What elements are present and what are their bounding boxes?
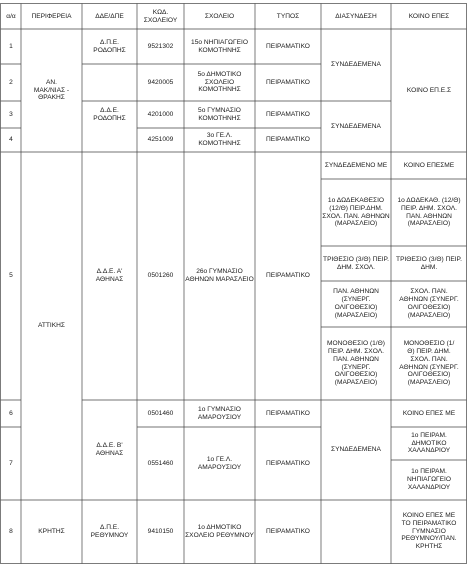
link-rows-1-2: ΣΥΝΔΕΔΕΜΕΝΑ (331, 61, 381, 69)
row-3-school: 5ο ΓΥΜΝΑΣΙΟ ΚΟΜΟΤΗΝΗΣ (198, 106, 241, 122)
header-link: ΔΙΑΣΥΝΔΕΣΗ (335, 12, 377, 20)
link-rows-3-4: ΣΥΝΔΕΔΕΜΕΝΑ (331, 122, 381, 130)
row-5-epes-header: ΚΟΙΝΟ ΕΠΕΣΜΕ (403, 161, 455, 169)
header-school: ΣΧΟΛΕΙΟ (204, 12, 235, 20)
header-school-code: ΚΩΔ. ΣΧΟΛΕΙΟΥ (143, 8, 178, 24)
row-1-aa: 1 (9, 42, 13, 50)
row-5-epes-d: ΜΟΝΟΘΕΣΙΟ (1/ Θ) ΠΕΙΡ. ΔΗΜ. ΣΧΟΛ. ΠΑΝ. ΑΘΗΝΩΝ (ΣΥΝΕΡΓ. ΟΛΙΓΟΘΕΣΙΟ) (ΜΑΡΑΣΛΕΙΟ) (399, 340, 459, 387)
row-2-school: 5ο ΔΗΜΟΤΙΚΟ ΣΧΟΛΕΙΟ ΚΟΜΟΤΗΝΗΣ (197, 70, 242, 94)
row-8-epes: ΚΟΙΝΟ ΕΠΕΣ ΜΕ ΤΟ ΠΕΙΡΑΜΑΤΙΚΟ ΓΥΜΝΑΣΙΟ ΡΕΘΥΜΝΟΥ/ΠΑΝ. ΚΡΗΤΗΣ (401, 512, 457, 551)
row-5-link-b: ΤΡΙΘΕΣΙΟ (3/Θ) ΠΕΙΡ. ΔΗΜ. ΣΧΟΛ. (323, 255, 389, 271)
row-6-aa: 6 (9, 409, 13, 417)
row-1-school: 15ο ΝΗΠΙΑΓΩΓΕΙΟ ΚΟΜΟΤΗΝΗΣ (191, 38, 248, 54)
row-5-link-d: ΜΟΝΟΘΕΣΙΟ (1/Θ) ΠΕΙΡ. ΔΗΜ. ΣΧΟΛ. ΠΑΝ. ΑΘΗΝΩΝ (ΣΥΝΕΡΓ. ΟΛΙΓΟΘΕΣΙΟ) (ΜΑΡΑΣΛΕΙΟ) (327, 340, 385, 387)
region-thrace: ΑΝ. ΜΑΚ/ΝΙΑΣ - ΘΡΑΚΗΣ (33, 78, 70, 102)
row-8-code: 9410150 (147, 527, 174, 535)
region-attica: ΑΤΤΙΚΗΣ (37, 322, 66, 330)
row-1-code: 9521302 (147, 42, 174, 50)
row-7-dde: Δ.Δ.Ε. Β' ΑΘΗΝΑΣ (95, 442, 124, 457)
link-rows-6-7: ΣΥΝΔΕΔΕΜΕΝΑ (331, 446, 381, 454)
header-type: ΤΥΠΟΣ (276, 12, 300, 20)
header-aa: α/α (6, 12, 16, 20)
row-7-epes-a: 1ο ΠΕΙΡΑΜ. ΔΗΜΟΤΙΚΟ ΧΑΛΑΝΔΡΙΟΥ (407, 431, 451, 455)
row-2-code: 9420005 (147, 78, 174, 86)
row-3-type: ΠΕΙΡΑΜΑΤΙΚΟ (266, 110, 310, 118)
row-2-type: ΠΕΙΡΑΜΑΤΙΚΟ (266, 78, 310, 86)
row-1-dde: Δ.Π.Ε. ΡΟΔΟΠΗΣ (93, 38, 126, 54)
row-8-aa: 8 (9, 527, 13, 535)
row-5-epes-b: ΤΡΙΘΕΣΙΟ (3/Θ) ΠΕΙΡ. ΔΗΜ. (396, 255, 462, 271)
row-5-code: 0501260 (147, 272, 174, 280)
row-4-school: 3ο ΓΕ.Λ. ΚΟΜΟΤΗΝΗΣ (198, 132, 241, 147)
epes-rows-1-4: ΚΟΙΝΟ ΕΠ.Ε.Σ (406, 86, 452, 94)
row-4-type: ΠΕΙΡΑΜΑΤΙΚΟ (266, 136, 310, 144)
row-8-school: 1ο ΔΗΜΟΤΙΚΟ ΣΧΟΛΕΙΟ ΡΕΘΥΜΝΟΥ (185, 523, 254, 539)
row-3-code: 4201000 (147, 110, 174, 118)
row-8-dde: Δ.Π.Ε. ΡΕΘΥΜΝΟΥ (90, 523, 129, 539)
row-5-dde: Δ.Δ.Ε. Α' ΑΘΗΝΑΣ (95, 268, 124, 283)
row-5-epes-c: ΣΧΟΛ. ΠΑΝ. ΑΘΗΝΩΝ (ΣΥΝΕΡΓ. ΟΛΙΓΟΘΕΣΙΟ) (ΜΑΡΑΣΛΕΙΟ) (399, 288, 459, 319)
row-1-type: ΠΕΙΡΑΜΑΤΙΚΟ (266, 42, 310, 50)
row-5-link-a: 1ο ΔΩΔΕΚΑΘΕΣΙΟ (12/Θ) ΠΕΙΡ.ΔΗΜ. ΣΧΟΛ. ΠΑΝ. ΑΘΗΝΩΝ (ΜΑΡΑΣΛΕΙΟ) (322, 196, 390, 228)
row-5-epes-a: 1ο ΔΩΔΕΚΑΘ. (12/Θ) ΠΕΙΡ. ΔΗΜ. ΣΧΟΛ. ΠΑΝ. ΑΘΗΝΩΝ (ΜΑΡΑΣΛΕΙΟ) (397, 196, 461, 228)
row-7-school: 1ο ΓΕ.Λ. ΑΜΑΡΟΥΣΙΟΥ (197, 455, 242, 471)
row-7-code: 0551460 (147, 459, 174, 467)
header-common-epes: ΚΟΙΝΟ ΕΠΕΣ (408, 12, 450, 20)
row-6-code: 0501460 (147, 409, 174, 417)
row-3-dde: Δ.Δ.Ε. ΡΟΔΟΠΗΣ (93, 106, 126, 122)
row-7-type: ΠΕΙΡΑΜΑΤΙΚΟ (266, 459, 310, 467)
row-7-aa: 7 (9, 459, 13, 467)
row-2-aa: 2 (9, 78, 13, 86)
row-6-school: 1ο ΓΥΜΝΑΣΙΟ ΑΜΑΡΟΥΣΙΟΥ (197, 405, 242, 421)
row-5-link-header: ΣΥΝΔΕΔΕΜΕΝΟ ΜΕ (324, 161, 388, 169)
row-5-link-c: ΠΑΝ. ΑΘΗΝΩΝ (ΣΥΝΕΡΓ. ΟΛΙΓΟΘΕΣΙΟ) (ΜΑΡΑΣΛΕΙΟ) (333, 288, 379, 319)
row-4-aa: 4 (9, 136, 13, 144)
row-5-aa: 5 (9, 272, 13, 280)
row-3-aa: 3 (9, 110, 13, 118)
row-8-type: ΠΕΙΡΑΜΑΤΙΚΟ (266, 527, 310, 535)
row-6-type: ΠΕΙΡΑΜΑΤΙΚΟ (266, 409, 310, 417)
header-region: ΠΕΡΙΦΕΡΕΙΑ (31, 12, 72, 20)
row-5-type: ΠΕΙΡΑΜΑΤΙΚΟ (266, 272, 310, 280)
row-8-region: ΚΡΗΤΗΣ (38, 527, 65, 535)
row-7-epes-b: 1ο ΠΕΙΡΑΜ. ΝΗΠΙΑΓΩΓΕΙΟ ΧΑΛΑΝΔΡΙΟΥ (406, 468, 452, 491)
header-dde: ΔΔΕ/ΔΠΕ (95, 12, 124, 20)
row-5-school: 26ο ΓΥΜΝΑΣΙΟ ΑΘΗΝΩΝ ΜΑΡΑΣΛΕΙΟ (185, 268, 254, 283)
row-6-epes: ΚΟΙΝΟ ΕΠΕΣ ΜΕ (402, 409, 456, 417)
row-4-code: 4251009 (147, 136, 174, 144)
